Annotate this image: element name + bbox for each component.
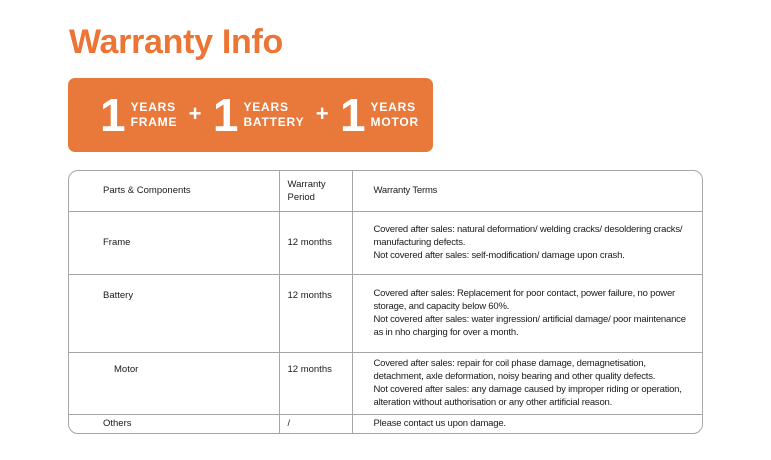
banner-item-frame — [100, 89, 178, 141]
frame-unit-text: YEARS — [130, 100, 176, 114]
battery-years-number: 1 — [212, 89, 238, 141]
battery-part-text: BATTERY — [243, 115, 305, 129]
plus-separator: + — [315, 101, 329, 126]
battery-terms-cell — [352, 274, 702, 352]
frame-covered-terms: Covered after sales: natural deformation/ welding cracks/ desoldering cracks/ manufacturing defects. — [373, 224, 683, 248]
battery-part-cell: Battery — [69, 274, 279, 352]
table-header-row — [69, 171, 702, 211]
battery-label — [243, 100, 304, 130]
banner-item-battery — [212, 89, 305, 141]
motor-years-number: 1 — [339, 89, 365, 141]
frame-label — [131, 100, 178, 130]
others-part-cell: Others — [69, 414, 279, 433]
motor-period-cell: 12 months — [279, 352, 352, 414]
frame-period-cell: 12 months — [279, 211, 352, 274]
table-row-others — [69, 414, 702, 433]
battery-not-covered-terms: Not covered after sales: water ingression/ artificial damage/ poor maintenance as in nho charging for over a month. — [373, 314, 686, 338]
battery-period-cell: 12 months — [279, 274, 352, 352]
plus-separator: + — [188, 101, 202, 126]
frame-years-number: 1 — [100, 89, 125, 141]
warranty-table — [68, 170, 703, 434]
table-row-motor — [69, 352, 702, 414]
motor-part-cell: Motor — [69, 352, 279, 414]
motor-label — [371, 100, 419, 130]
header-warranty-terms: Warranty Terms — [352, 171, 702, 211]
motor-part-text: MOTOR — [370, 115, 419, 129]
frame-not-covered-terms: Not covered after sales: self-modification/ damage upon crash. — [373, 250, 625, 261]
others-period-cell: / — [279, 414, 352, 433]
motor-not-covered-terms: Not covered after sales: any damage caused by improper riding or operation, alteration without authorisation or any other artificial reason. — [373, 384, 682, 408]
motor-unit-text: YEARS — [370, 100, 416, 114]
motor-terms-cell — [352, 352, 702, 414]
motor-covered-terms: Covered after sales: repair for coil phase damage, demagnetisation, detachment, axle deformation, noisy bearing and other quality defects. — [373, 358, 656, 382]
banner-item-motor — [339, 89, 419, 141]
battery-unit-text: YEARS — [243, 100, 289, 114]
header-warranty-period: Warranty Period — [279, 171, 352, 211]
header-parts-components: Parts & Components — [69, 171, 279, 211]
others-terms-cell: Please contact us upon damage. — [373, 418, 506, 430]
frame-part-cell: Frame — [69, 211, 279, 274]
frame-terms-cell — [352, 211, 702, 274]
table-row-frame — [69, 211, 702, 274]
warranty-summary-banner — [68, 78, 433, 152]
frame-part-text: FRAME — [130, 115, 178, 129]
battery-covered-terms: Covered after sales: Replacement for poor contact, power failure, no power storage, and capacity below 60%. — [373, 288, 676, 312]
table-row-battery — [69, 274, 702, 352]
page-title: Warranty Info — [69, 23, 283, 61]
